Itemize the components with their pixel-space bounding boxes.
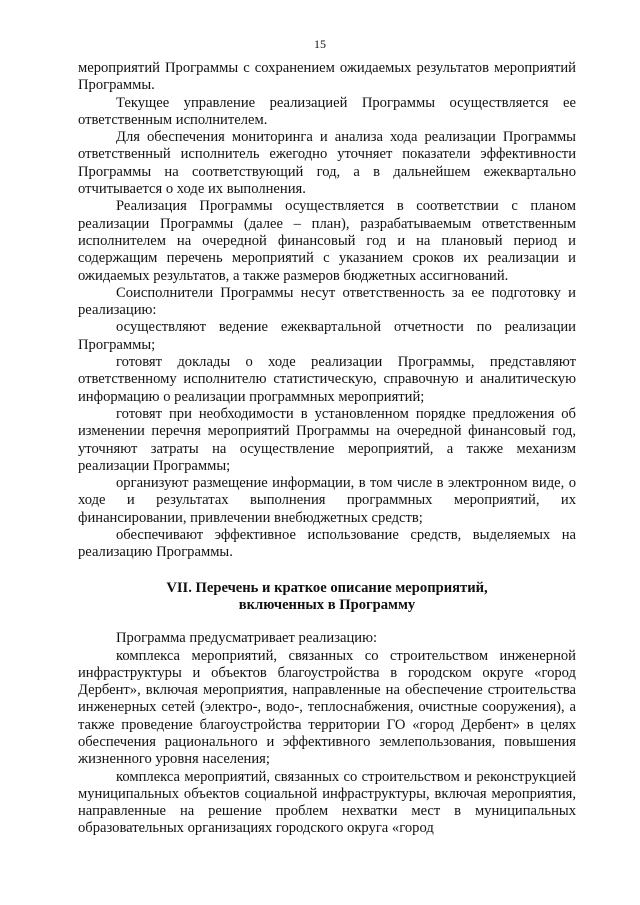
paragraph: обеспечивают эффективное использование средств, выделяемых на реализацию Программы. — [78, 527, 576, 561]
paragraph: Программа предусматривает реализацию: — [116, 630, 378, 647]
paragraph: готовят доклады о ходе реализации Программы, представляют ответственному исполнителю статистическую, справочную и аналитическую информацию о реализации программных мероприятий; — [78, 354, 576, 405]
paragraph: Для обеспечения мониторинга и анализа хода реализации Программы ответственный исполнитель ежегодно уточняет показатели эффективности Программы на соответствующий год, а в дальнейшем ежеквартально отчитывается о ходе их выполнения. — [78, 129, 576, 198]
paragraph: комплекса мероприятий, связанных со строительством и реконструкцией муниципальных объектов социальной инфраструктуры, включая мероприятия, направленные на решение проблем нехватки мест в муниципальных образовательных организациях городского округа «город — [78, 768, 576, 837]
section-heading-line: включенных в Программу — [238, 596, 416, 613]
page-number: 15 — [314, 37, 326, 51]
paragraph: комплекса мероприятий, связанных со строительством инженерной инфраструктуры и объектов благоустройства в городском округе «город Дербент», включая мероприятия, направленные на обеспечение строительства инженерных сетей (электро-, водо-, теплоснабжения, очистные сооружения), а также проведение благоустройства территории ГО «город Дербент» в целях обеспечения рационального и эффективного землепользования, повышения жизненного уровня населения; — [78, 647, 576, 768]
document-body — [78, 60, 576, 838]
paragraph: готовят при необходимости в установленном порядке предложения об изменении перечня мероприятий Программы на очередной финансовый год, уточняют затраты на осуществление мероприятий, а также механизм реализации Программы; — [78, 405, 576, 474]
paragraph: мероприятий Программы с сохранением ожидаемых результатов мероприятий Программы. — [78, 60, 576, 94]
paragraph: Текущее управление реализацией Программы осуществляется ее ответственным исполнителем. — [78, 94, 576, 128]
section-heading — [78, 580, 576, 615]
section-heading-line: VII. Перечень и краткое описание мероприятий, — [166, 579, 488, 596]
paragraph: Соисполнители Программы несут ответственность за ее подготовку и реализацию: — [78, 284, 576, 319]
paragraph: Реализация Программы осуществляется в соответствии с планом реализации Программы (далее – план), разрабатываемым ответственным исполнителем на очередной финансовый год и на плановый период и содержащим перечень мероприятий с указанием сроков их реализации и ожидаемых результатов, а также размеров бюджетных ассигнований. — [78, 198, 576, 284]
paragraph: осуществляют ведение ежеквартальной отчетности по реализации Программы; — [78, 319, 576, 353]
paragraph: организуют размещение информации, в том числе в электронном виде, о ходе и результатах выполнения программных мероприятий, их финансировании, привлечении внебюджетных средств; — [78, 475, 576, 526]
